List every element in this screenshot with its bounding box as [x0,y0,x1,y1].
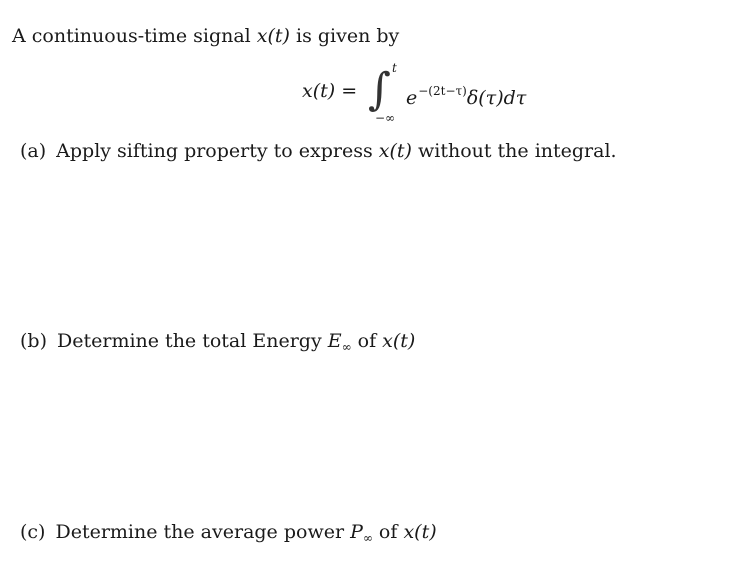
equation-lhs: x(t) = [302,80,358,102]
question-text: Determine the total Energy [57,330,328,352]
energy-subscript: ∞ [341,340,352,354]
impulse-term: δ(τ)dτ [466,87,527,109]
power-symbol: P [350,521,363,543]
question-text-mid: of [372,521,404,543]
power-subscript: ∞ [362,531,373,545]
question-label: (b) [20,330,47,352]
question-label: (a) [20,140,47,162]
question-label: (c) [20,521,46,543]
intro-text-end: is given by [289,25,400,47]
signal-symbol: x(t) [256,25,290,47]
signal-symbol: x(t) [378,140,412,162]
integral-upper-limit: t [392,61,397,75]
signal-symbol: x(t) [403,521,437,543]
integral-lower-limit: −∞ [375,111,396,125]
intro-text: A continuous-time signal [12,25,257,47]
exponential-base: e [406,87,418,109]
question-b [20,330,415,358]
signal-equation [300,62,560,128]
energy-symbol: E [327,330,342,352]
integrand [406,80,526,109]
exponent: −(2t−τ) [418,84,467,98]
signal-symbol: x(t) [382,330,416,352]
question-text: Apply sifting property to express [56,140,379,162]
question-a [20,140,617,162]
question-text-end: without the integral. [411,140,617,162]
question-c [20,521,437,549]
question-text: Determine the average power [55,521,351,543]
integral-sign: ∫ [368,64,391,115]
problem-intro [12,25,399,47]
question-text-mid: of [351,330,383,352]
